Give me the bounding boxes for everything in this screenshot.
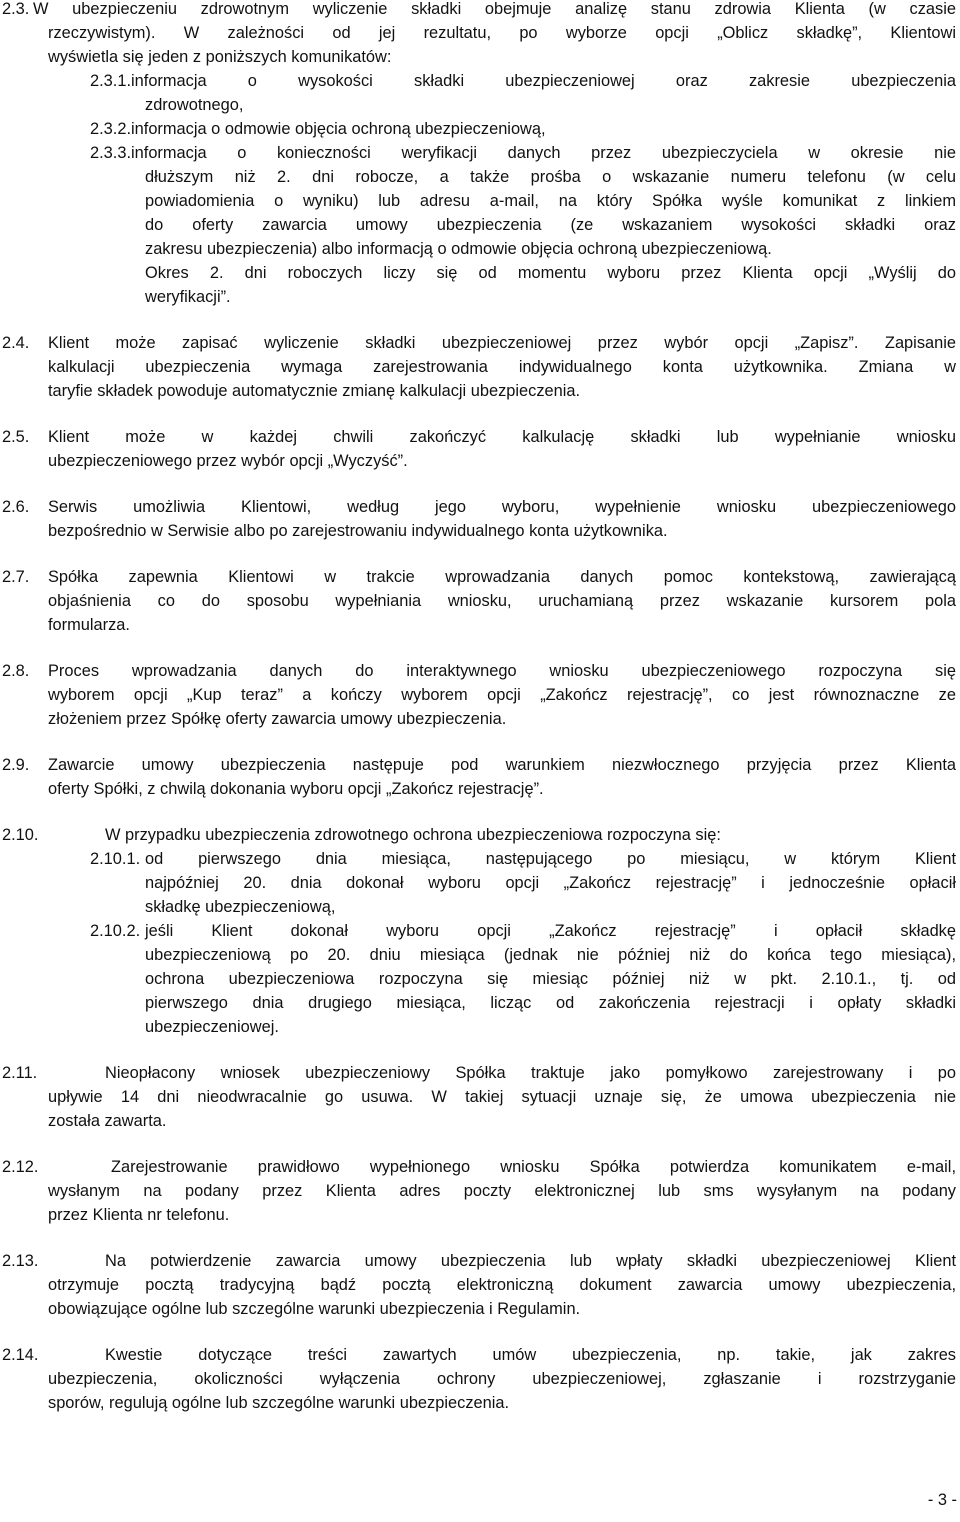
text-line (0, 777, 958, 801)
line-text: 2.3.1.informacja o wysokości składki ubezpieczeniowej oraz zakresie ubezpieczenia (90, 72, 956, 90)
text-line (0, 847, 958, 871)
text-line (0, 991, 958, 1015)
text-line (0, 895, 958, 919)
line-text: zakresu ubezpieczenia) albo informacją o odmowie objęcia ochroną ubezpieczeniową. (145, 240, 772, 258)
text-line (0, 613, 958, 637)
paragraph-gap (0, 637, 958, 659)
line-text: otrzymuje pocztą tradycyjną bądź pocztą elektroniczną dokument zawarcia umowy ubezpieczenia, (48, 1276, 956, 1294)
text-line (0, 331, 958, 355)
line-text: Spółka zapewnia Klientowi w trakcie wprowadzania danych pomoc kontekstową, zawierającą (48, 568, 956, 586)
text-line (0, 1109, 958, 1133)
line-text: taryfie składek powoduje automatycznie zmianę kalkulacji ubezpieczenia. (48, 382, 581, 400)
section-2-5 (0, 425, 958, 473)
line-text: ubezpieczeniową po 20. dniu miesiąca (jednak nie później niż do końca tego miesiąca), (145, 946, 956, 964)
line-text: 2.3.3.informacja o konieczności weryfikacji danych przez ubezpieczyciela w okresie nie (90, 144, 956, 162)
line-text: obowiązujące ogólne lub szczególne warunki ubezpieczenia i Regulamin. (48, 1300, 581, 1318)
text-line (0, 1061, 958, 1085)
line-text: 2.3.2.informacja o odmowie objęcia ochroną ubezpieczeniową, (90, 120, 546, 138)
line-text: wyświetla się jeden z poniższych komunikatów: (48, 48, 392, 66)
text-line (0, 213, 958, 237)
paragraph-gap (0, 543, 958, 565)
paragraph-gap (0, 1227, 958, 1249)
text-line (0, 1085, 958, 1109)
line-text: została zawarta. (48, 1112, 167, 1130)
line-text: W przypadku ubezpieczenia zdrowotnego ochrona ubezpieczeniowa rozpoczyna się: (105, 826, 721, 844)
paragraph-gap (0, 403, 958, 425)
text-line (0, 261, 958, 285)
line-text: Klient może w każdej chwili zakończyć kalkulację składki lub wypełnianie wniosku (48, 428, 956, 446)
line-text: upływie 14 dni nieodwracalnie go usuwa. W takiej sytuacji uznaje się, że umowa ubezpieczenia nie (48, 1088, 956, 1106)
line-text: Klient może zapisać wyliczenie składki ubezpieczeniowej przez wybór opcji „Zapisz”. Zapisanie (48, 334, 956, 352)
text-line (0, 943, 958, 967)
line-text: formularza. (48, 616, 130, 634)
text-line (0, 117, 958, 141)
section-2-10 (0, 823, 958, 1039)
paragraph-gap (0, 309, 958, 331)
text-line (0, 1203, 958, 1227)
page-number: - 3 - (927, 1491, 957, 1509)
paragraph-gap (0, 731, 958, 753)
section-number: 2.9. (2, 756, 30, 774)
text-line (0, 565, 958, 589)
line-text: weryfikacji”. (145, 288, 231, 306)
text-line (0, 919, 958, 943)
line-text: powiadomienia o wyniku) lub adresu a-mail, na który Spółka wyśle komunikat z linkiem (145, 192, 956, 210)
section-number: 2.13. (2, 1252, 39, 1270)
section-2-9 (0, 753, 958, 801)
line-text: ubezpieczeniowej. (145, 1018, 279, 1036)
text-line (0, 519, 958, 543)
section-2-11 (0, 1061, 958, 1133)
section-2-3 (0, 0, 958, 309)
text-line (0, 1273, 958, 1297)
section-2-13 (0, 1249, 958, 1321)
text-line (0, 21, 958, 45)
text-line (0, 0, 958, 21)
text-line (0, 425, 958, 449)
line-text: ochrona ubezpieczeniowa rozpoczyna się miesiąc później niż w pkt. 2.10.1., tj. od (145, 970, 956, 988)
text-line (0, 1343, 958, 1367)
line-text: sporów, regulują ogólne lub szczególne warunki ubezpieczenia. (48, 1394, 510, 1412)
text-line (0, 1391, 958, 1415)
text-line (0, 449, 958, 473)
paragraph-gap (0, 473, 958, 495)
line-text: zdrowotnego, (145, 96, 244, 114)
line-text: W ubezpieczeniu zdrowotnym wyliczenie składki obejmuje analizę stanu zdrowia Klienta (w czasie (33, 0, 956, 18)
text-line (0, 45, 958, 69)
text-line (0, 753, 958, 777)
section-2-14 (0, 1343, 958, 1415)
subsection-text: od pierwszego dnia miesiąca, następującego po miesiącu, w którym Klient (145, 850, 956, 868)
line-text: do oferty zawarcia umowy ubezpieczenia (ze wskazaniem wysokości składki oraz (145, 216, 956, 234)
text-line (0, 589, 958, 613)
line-text: Nieopłacony wniosek ubezpieczeniowy Spółka traktuje jako pomyłkowo zarejestrowany i po (105, 1064, 956, 1082)
line-text: pierwszego dnia drugiego miesiąca, licząc od zakończenia rejestracji i opłaty składki (145, 994, 956, 1012)
section-2-12 (0, 1155, 958, 1227)
line-text: składkę ubezpieczeniową, (145, 898, 336, 916)
text-line (0, 1155, 958, 1179)
text-line (0, 1249, 958, 1273)
section-2-6 (0, 495, 958, 543)
line-text: przez Klienta nr telefonu. (48, 1206, 230, 1224)
text-line (0, 237, 958, 261)
section-2-4 (0, 331, 958, 403)
text-line (0, 871, 958, 895)
line-text: objaśnienia co do sposobu wypełniania wniosku, uruchamianą przez wskazanie kursorem pola (48, 592, 956, 610)
subsection-number: 2.10.2. (90, 922, 141, 940)
section-number: 2.3. (2, 0, 30, 18)
line-text: ubezpieczenia, okoliczności wyłączenia ochrony ubezpieczeniowej, zgłaszanie i rozstrzyganie (48, 1370, 956, 1388)
text-line (0, 1015, 958, 1039)
line-text: oferty Spółki, z chwilą dokonania wyboru opcji „Zakończ rejestrację”. (48, 780, 544, 798)
section-2-7 (0, 565, 958, 637)
text-line (0, 659, 958, 683)
section-number: 2.14. (2, 1346, 39, 1364)
section-number: 2.10. (2, 826, 39, 844)
section-2-8 (0, 659, 958, 731)
line-text: wyborem opcji „Kup teraz” a kończy wyborem opcji „Zakończ rejestrację”, co jest równoznaczne ze (48, 686, 956, 704)
line-text: rzeczywistym). W zależności od jej rezultatu, po wyborze opcji „Oblicz składkę”, Klientowi (48, 24, 956, 42)
line-text: Kwestie dotyczące treści zawartych umów ubezpieczenia, np. takie, jak zakres (105, 1346, 956, 1364)
line-text: najpóźniej 20. dnia dokonał wyboru opcji „Zakończ rejestrację” i jednocześnie opłacił (145, 874, 956, 892)
line-text: wysłanym na podany przez Klienta adres poczty elektronicznej lub sms wysyłanym na podany (48, 1182, 956, 1200)
text-line (0, 379, 958, 403)
paragraph-gap (0, 1039, 958, 1061)
text-line (0, 355, 958, 379)
paragraph-gap (0, 1321, 958, 1343)
text-line (0, 683, 958, 707)
text-line (0, 1179, 958, 1203)
text-line (0, 165, 958, 189)
text-line (0, 69, 958, 93)
section-number: 2.12. (2, 1158, 39, 1176)
text-line (0, 1367, 958, 1391)
line-text: Proces wprowadzania danych do interaktywnego wniosku ubezpieczeniowego rozpoczyna się (48, 662, 956, 680)
text-line (0, 141, 958, 165)
line-text: Zarejestrowanie prawidłowo wypełnionego wniosku Spółka potwierdza komunikatem e-mail, (111, 1158, 956, 1176)
line-text: Serwis umożliwia Klientowi, według jego wyboru, wypełnienie wniosku ubezpieczeniowego (48, 498, 956, 516)
paragraph-gap (0, 1133, 958, 1155)
line-text: Okres 2. dni roboczych liczy się od momentu wyboru przez Klienta opcji „Wyślij do (145, 264, 956, 282)
line-text: złożeniem przez Spółkę oferty zawarcia umowy ubezpieczenia. (48, 710, 507, 728)
section-number: 2.8. (2, 662, 30, 680)
text-line (0, 707, 958, 731)
text-line (0, 285, 958, 309)
line-text: Na potwierdzenie zawarcia umowy ubezpieczenia lub wpłaty składki ubezpieczeniowej Klient (105, 1252, 956, 1270)
subsection-text: jeśli Klient dokonał wyboru opcji „Zakończ rejestrację” i opłacił składkę (145, 922, 956, 940)
line-text: bezpośrednio w Serwisie albo po zarejestrowaniu indywidualnego konta użytkownika. (48, 522, 668, 540)
line-text: dłuższym niż 2. dni robocze, a także prośba o wskazanie numeru telefonu (w celu (145, 168, 956, 186)
text-line (0, 1297, 958, 1321)
text-line (0, 93, 958, 117)
text-line (0, 823, 958, 847)
subsection-number: 2.10.1. (90, 850, 141, 868)
line-text: Zawarcie umowy ubezpieczenia następuje pod warunkiem niezwłocznego przyjęcia przez Klienta (48, 756, 956, 774)
section-number: 2.11. (2, 1064, 38, 1082)
section-number: 2.7. (2, 568, 30, 586)
section-number: 2.6. (2, 498, 30, 516)
text-line (0, 189, 958, 213)
text-line (0, 495, 958, 519)
section-number: 2.5. (2, 428, 30, 446)
line-text: kalkulacji ubezpieczenia wymaga zarejestrowania indywidualnego konta użytkownika. Zmiana w (48, 358, 956, 376)
paragraph-gap (0, 801, 958, 823)
section-number: 2.4. (2, 334, 30, 352)
text-line (0, 967, 958, 991)
line-text: ubezpieczeniowego przez wybór opcji „Wyczyść”. (48, 452, 408, 470)
